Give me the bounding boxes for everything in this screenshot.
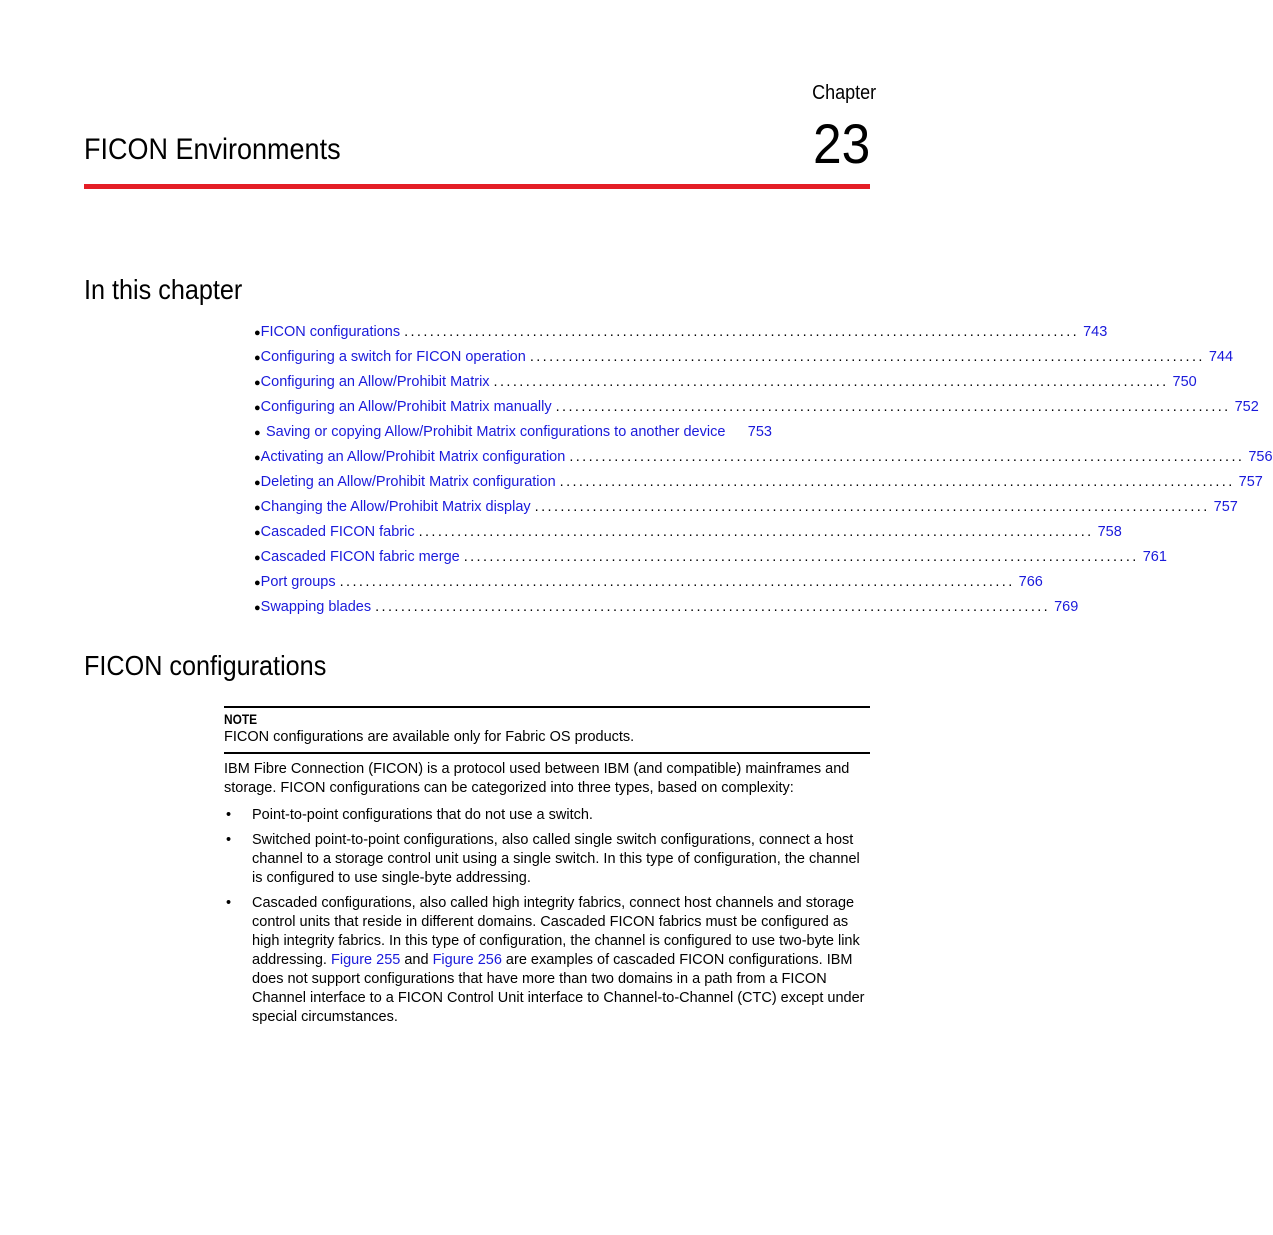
bullet-icon: ●: [254, 502, 261, 514]
toc-entry-page[interactable]: 743: [1083, 324, 1108, 340]
toc-entry-page[interactable]: 757: [1213, 499, 1238, 515]
toc-entry-page[interactable]: 757: [1238, 474, 1263, 490]
toc-entry-title[interactable]: Configuring an Allow/Prohibit Matrix: [260, 374, 490, 390]
toc-entry-page[interactable]: 744: [1208, 349, 1234, 365]
bullet-icon: ●: [254, 452, 261, 464]
bullet-icon: •: [226, 807, 232, 823]
list-item-text: Cascaded configurations, also called high integrity fabrics, connect host channels and storage control units that reside in different domains. Cascaded FICON fabrics must be configured as high integrity fabrics. In this type of configuration, the channel is configured to use two-byte link addressing.: [252, 895, 860, 968]
toc-leader-dots: .........................................................................................................: [555, 399, 1231, 415]
figure-256-link[interactable]: Figure 256: [432, 952, 502, 968]
section-heading: FICON configurations: [84, 650, 327, 681]
toc-entry-title[interactable]: Activating an Allow/Prohibit Matrix configuration: [260, 449, 566, 465]
toc-entry-title[interactable]: Configuring an Allow/Prohibit Matrix manually: [260, 399, 552, 415]
toc-entry-title[interactable]: Cascaded FICON fabric merge: [260, 549, 460, 565]
toc-entry-page[interactable]: 758: [1097, 524, 1122, 540]
list-item-text: are examples of cascaded FICON configurations. IBM does not support configurations that have more than two domains in a path from a FICON Channel interface to a FICON Control Unit interface to Channel-to-Channel (CTC) except under special circumstances.: [252, 952, 865, 1025]
toc-entry[interactable]: [254, 395, 1259, 420]
note-label: NOTE: [224, 711, 258, 727]
bullet-icon: ●: [254, 477, 261, 489]
chapter-title-rule: [84, 184, 870, 189]
toc-entry-page[interactable]: 769: [1054, 599, 1079, 615]
toc-entry[interactable]: [254, 495, 1238, 520]
list-item: [224, 806, 870, 825]
list-item: [224, 894, 870, 1027]
chapter-number: 23: [812, 112, 870, 175]
intro-paragraph: IBM Fibre Connection (FICON) is a protocol used between IBM (and compatible) mainframes and storage. FICON configurations can be categorized into three types, based on complexity:: [224, 761, 850, 796]
bullet-icon: •: [226, 895, 232, 911]
toc-entry-title[interactable]: Saving or copying Allow/Prohibit Matrix configurations to another device: [266, 424, 726, 440]
toc-entry[interactable]: [254, 345, 1234, 370]
toc-leader-dots: .........................................................................................................: [404, 324, 1080, 340]
toc-leader-dots: .........................................................................................................: [559, 474, 1235, 490]
note-box: [224, 706, 870, 754]
toc-leader-dots: .........................................................................................................: [529, 349, 1205, 365]
bullet-icon: ●: [254, 327, 261, 339]
toc-entry-title[interactable]: Cascaded FICON fabric: [260, 524, 415, 540]
toc-entry[interactable]: [254, 545, 1167, 570]
toc-entry[interactable]: [254, 445, 1273, 470]
bullet-icon: ●: [254, 402, 261, 414]
toc-entry-title[interactable]: Configuring a switch for FICON operation: [260, 349, 526, 365]
bullet-icon: ●: [254, 527, 261, 539]
toc-entry-page[interactable]: 752: [1234, 399, 1259, 415]
toc-entry[interactable]: [254, 420, 772, 445]
toc-entry-title[interactable]: Deleting an Allow/Prohibit Matrix configuration: [260, 474, 556, 490]
toc-leader-dots: .........................................................................................................: [375, 599, 1051, 615]
toc-entry[interactable]: [254, 570, 1043, 595]
toc-entry-title[interactable]: Changing the Allow/Prohibit Matrix display: [260, 499, 531, 515]
toc-entry[interactable]: [254, 370, 1197, 395]
in-this-chapter-heading: In this chapter: [84, 274, 243, 305]
toc-leader-dots: .........................................................................................................: [418, 524, 1094, 540]
toc-entry[interactable]: [254, 470, 1263, 495]
list-item-text: and: [400, 952, 433, 968]
toc-entry-title[interactable]: Port groups: [260, 574, 336, 590]
toc-entry-title[interactable]: Swapping blades: [260, 599, 372, 615]
list-item-text: Point-to-point configurations that do not use a switch.: [252, 807, 593, 823]
bullet-icon: ●: [254, 427, 261, 439]
toc-entry[interactable]: [254, 520, 1122, 545]
list-item-text: Switched point-to-point configurations, also called single switch configurations, connect a host channel to a storage control unit using a single switch. In this type of configuration, the channel is configured to use single-byte addressing.: [252, 832, 860, 886]
toc-entry-title[interactable]: FICON configurations: [260, 324, 401, 340]
chapter-toc: [254, 320, 1273, 620]
chapter-title: FICON Environments: [84, 133, 341, 166]
toc-entry-page[interactable]: 753: [747, 424, 772, 440]
toc-entry[interactable]: [254, 320, 1108, 345]
note-text: FICON configurations are available only for Fabric OS products.: [224, 729, 635, 745]
toc-leader-dots: .........................................................................................................: [569, 449, 1245, 465]
bullet-icon: ●: [254, 352, 261, 364]
configuration-types-list: [224, 806, 870, 1033]
toc-leader-dots: .........................................................................................................: [534, 499, 1210, 515]
chapter-label: Chapter: [811, 82, 876, 104]
bullet-icon: •: [226, 832, 232, 848]
list-item: [224, 831, 870, 888]
bullet-icon: ●: [254, 577, 261, 589]
toc-leader-dots: .........................................................................................................: [339, 574, 1015, 590]
toc-leader-dots: .........................................................................................................: [493, 374, 1169, 390]
toc-entry-page[interactable]: 750: [1172, 374, 1197, 390]
toc-entry-page[interactable]: 766: [1018, 574, 1043, 590]
toc-entry[interactable]: [254, 595, 1079, 620]
toc-entry-page[interactable]: 761: [1142, 549, 1167, 565]
figure-255-link[interactable]: Figure 255: [331, 952, 401, 968]
bullet-icon: ●: [254, 602, 261, 614]
toc-entry-page[interactable]: 756: [1248, 449, 1273, 465]
toc-leader-dots: .........................................................................................................: [463, 549, 1139, 565]
bullet-icon: ●: [254, 552, 261, 564]
bullet-icon: ●: [254, 377, 261, 389]
